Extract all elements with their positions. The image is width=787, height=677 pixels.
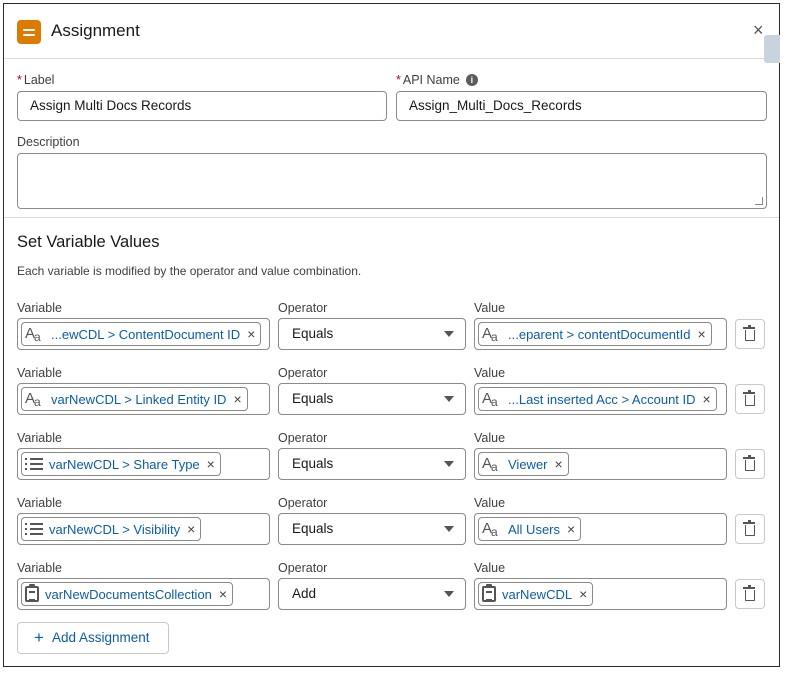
variable-pill-label: varNewCDL > Share Type <box>49 456 200 472</box>
remove-icon[interactable]: × <box>567 521 576 537</box>
operator-header: Operator <box>278 301 328 315</box>
remove-icon[interactable]: × <box>233 391 242 407</box>
description-textarea[interactable] <box>17 153 767 209</box>
api-name-field-label: * API Name i <box>396 73 478 87</box>
delete-row-button[interactable] <box>735 319 765 349</box>
variable-pill-label: varNewDocumentsCollection <box>45 586 212 602</box>
value-pill <box>478 387 717 411</box>
assignment-icon <box>17 20 41 44</box>
remove-icon[interactable]: × <box>187 521 196 537</box>
remove-icon[interactable]: × <box>206 456 215 472</box>
operator-select[interactable]: Equals <box>278 448 466 480</box>
remove-icon[interactable]: × <box>697 326 706 342</box>
variable-header: Variable <box>17 561 62 575</box>
trash-icon <box>745 395 755 406</box>
side-panel-tab[interactable] <box>764 35 780 63</box>
trash-icon <box>745 525 755 536</box>
section-divider <box>4 217 779 218</box>
trash-icon <box>745 590 755 601</box>
trash-icon <box>745 460 755 471</box>
variable-pill-label: varNewCDL > Visibility <box>49 521 181 537</box>
add-assignment-label: Add Assignment <box>51 630 150 645</box>
value-header: Value <box>474 301 506 315</box>
value-header: Value <box>474 431 506 445</box>
value-pill <box>478 452 569 476</box>
variable-pill <box>21 387 248 411</box>
variable-header: Variable <box>17 301 62 315</box>
variable-field[interactable] <box>17 513 270 545</box>
text-icon: $A_a$ <box>25 389 40 409</box>
delete-row-button[interactable] <box>735 384 765 414</box>
modal-title: Assignment <box>51 21 140 40</box>
assignment-modal <box>3 3 780 667</box>
value-header: Value <box>474 496 506 510</box>
variable-header: Variable <box>17 366 62 380</box>
text-icon: $A_a$ <box>482 324 497 344</box>
delete-row-button[interactable] <box>735 449 765 479</box>
delete-row-button[interactable] <box>735 514 765 544</box>
operator-header: Operator <box>278 496 328 510</box>
section-description: Each variable is modified by the operator and value combination. <box>17 264 362 278</box>
picklist-icon <box>25 522 43 536</box>
chevron-down-icon <box>444 461 454 467</box>
operator-header: Operator <box>278 561 328 575</box>
picklist-icon <box>25 457 43 471</box>
collection-icon <box>25 586 39 602</box>
variable-pill-label: ...ewCDL > ContentDocument ID <box>51 326 241 342</box>
variable-field[interactable] <box>17 448 270 480</box>
trash-icon <box>745 330 755 341</box>
variable-pill <box>21 322 261 346</box>
variable-pill-label: varNewCDL > Linked Entity ID <box>51 391 227 407</box>
variable-field[interactable] <box>17 318 270 350</box>
value-pill <box>478 517 581 541</box>
remove-icon[interactable]: × <box>702 391 711 407</box>
chevron-down-icon <box>444 526 454 532</box>
operator-select[interactable]: Equals <box>278 383 466 415</box>
operator-select[interactable]: Equals <box>278 318 466 350</box>
variable-field[interactable] <box>17 578 270 610</box>
value-pill-label: ...Last inserted Acc > Account ID <box>508 391 696 407</box>
text-icon: $A_a$ <box>482 454 497 474</box>
close-icon[interactable]: × <box>753 20 764 40</box>
record-icon <box>482 586 496 602</box>
chevron-down-icon <box>444 331 454 337</box>
value-field[interactable] <box>474 448 727 480</box>
value-field[interactable] <box>474 513 727 545</box>
variable-header: Variable <box>17 431 62 445</box>
label-input[interactable]: Assign Multi Docs Records <box>17 91 387 121</box>
delete-row-button[interactable] <box>735 579 765 609</box>
operator-header: Operator <box>278 366 328 380</box>
value-pill <box>478 322 712 346</box>
info-icon[interactable]: i <box>466 74 478 86</box>
value-header: Value <box>474 561 506 575</box>
value-pill-label: Viewer <box>508 456 548 472</box>
text-icon: $A_a$ <box>482 389 497 409</box>
variable-pill <box>21 517 201 541</box>
value-pill-label: ...eparent > contentDocumentId <box>508 326 691 342</box>
value-field[interactable] <box>474 383 727 415</box>
variable-header: Variable <box>17 496 62 510</box>
operator-select[interactable]: Equals <box>278 513 466 545</box>
add-assignment-button[interactable] <box>17 622 169 654</box>
resize-handle-icon[interactable] <box>755 197 763 205</box>
plus-icon: + <box>34 628 44 647</box>
chevron-down-icon <box>444 396 454 402</box>
value-pill <box>478 582 593 606</box>
text-icon: $A_a$ <box>482 519 497 539</box>
remove-icon[interactable]: × <box>579 586 588 602</box>
variable-field[interactable] <box>17 383 270 415</box>
value-header: Value <box>474 366 506 380</box>
remove-icon[interactable]: × <box>247 326 256 342</box>
modal-header <box>4 4 779 59</box>
operator-select[interactable]: Add <box>278 578 466 610</box>
value-pill-label: varNewCDL <box>502 586 573 602</box>
description-field-label: Description <box>17 135 80 149</box>
value-field[interactable] <box>474 578 727 610</box>
variable-pill <box>21 582 233 606</box>
chevron-down-icon <box>444 591 454 597</box>
value-pill-label: All Users <box>508 521 561 537</box>
value-field[interactable] <box>474 318 727 350</box>
label-field-label: * Label <box>17 73 55 87</box>
remove-icon[interactable]: × <box>554 456 563 472</box>
variable-pill <box>21 452 221 476</box>
operator-header: Operator <box>278 431 328 445</box>
remove-icon[interactable]: × <box>218 586 228 602</box>
api-name-input[interactable]: Assign_Multi_Docs_Records <box>396 91 767 121</box>
text-icon: $A_a$ <box>25 324 40 344</box>
section-title: Set Variable Values <box>17 233 160 251</box>
